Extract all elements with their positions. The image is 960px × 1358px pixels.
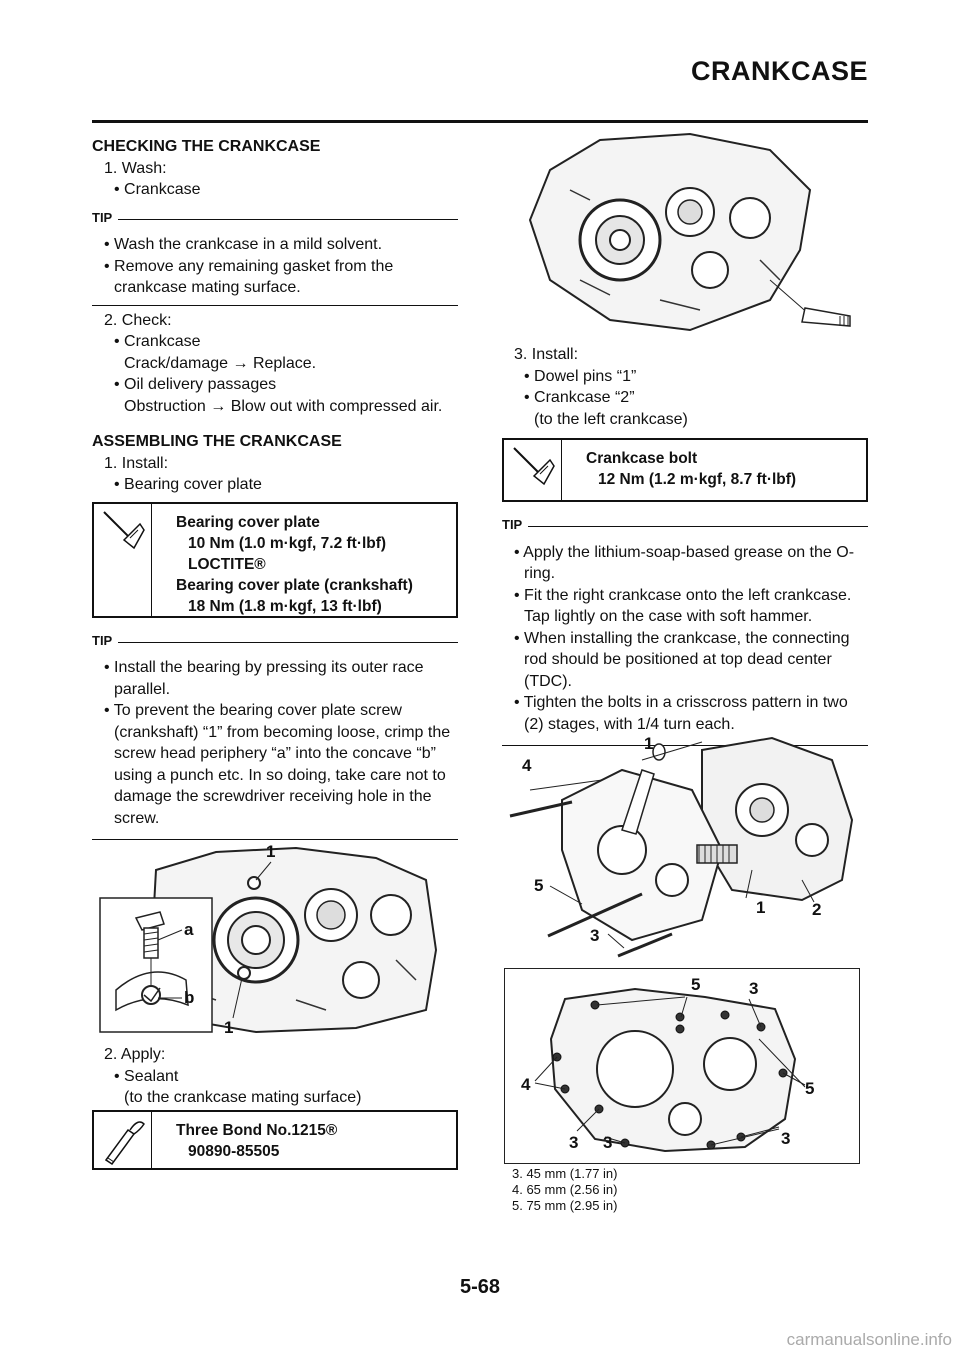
callout-label: 4 <box>522 756 532 775</box>
step-apply-label: 2. Apply: <box>104 1046 166 1063</box>
step-wash-label: 1. Wash: <box>104 159 167 177</box>
tip-label: TIP <box>92 209 113 225</box>
tip-item: • Tighten the bolts in a crisscross pattern in two (2) stages, with 1/4 turn each. <box>514 694 848 733</box>
spec-value: LOCTITE® <box>188 555 266 573</box>
callout-label: 3 <box>781 1129 791 1148</box>
spec-box-crankcase-bolt <box>502 438 868 502</box>
tip-label: TIP <box>502 517 523 532</box>
spec-value: 90890-85505 <box>188 1143 280 1160</box>
tip-header <box>502 514 868 536</box>
step-install-note: (to the left crankcase) <box>534 410 688 428</box>
tip-label: TIP <box>92 632 113 648</box>
step-apply-item: • Sealant <box>114 1067 179 1085</box>
spec-value: 18 Nm (1.8 m·kgf, 13 ft·lbf) <box>188 597 382 615</box>
right-column <box>502 344 868 746</box>
callout-label: 5 <box>691 975 701 994</box>
figure-bolt-pattern <box>504 968 860 1164</box>
step-wash-item: • Crankcase <box>114 181 201 198</box>
page-title: CRANKCASE <box>690 56 868 86</box>
tip-item: • When installing the crankcase, the connecting rod should be positioned at top dead center (TDC). <box>514 629 850 690</box>
legend-item: 4. 65 mm (2.56 in) <box>512 1182 618 1197</box>
tip-header <box>92 207 458 229</box>
figure-sealant-application <box>510 130 860 340</box>
step-check-item: • Oil delivery passages <box>114 376 277 393</box>
step-install-item: • Dowel pins “1” <box>524 367 637 385</box>
header-rule <box>92 120 868 123</box>
step-check-item: • Crankcase <box>114 333 201 350</box>
figure-crankcase-assembly <box>502 730 862 964</box>
tip-header <box>92 630 458 652</box>
checking-heading: CHECKING THE CRANKCASE <box>92 138 321 155</box>
assembling-heading: ASSEMBLING THE CRANKCASE <box>92 433 342 450</box>
tip-end-rule <box>92 305 458 306</box>
callout-label: 4 <box>521 1075 531 1094</box>
callout-label: 5 <box>805 1079 815 1098</box>
callout-label: 2 <box>812 900 822 919</box>
callout-label: b <box>184 988 195 1007</box>
step-check-note: Crack/damage → Replace. <box>124 354 317 372</box>
spec-name: Bearing cover plate (crankshaft) <box>176 576 413 594</box>
spec-value: 10 Nm (1.0 m·kgf, 7.2 ft·lbf) <box>188 534 387 552</box>
spec-value: 12 Nm (1.2 m·kgf, 8.7 ft·lbf) <box>598 471 797 488</box>
sealant-tool-icon <box>94 1112 152 1168</box>
callout-label: 3 <box>603 1133 613 1152</box>
torque-wrench-icon <box>94 504 152 616</box>
step-apply-note: (to the crankcase mating surface) <box>124 1089 362 1106</box>
tip-item: • Apply the lithium-soap-based grease on the O-ring. <box>514 543 855 582</box>
step-check-label: 2. Check: <box>104 311 172 329</box>
left-column-bottom <box>92 1044 458 1109</box>
figure-bearing-cover-plate <box>96 840 458 1040</box>
callout-label: 3 <box>590 926 600 945</box>
step-install-label: 3. Install: <box>514 346 579 363</box>
left-column <box>92 136 458 840</box>
callout-label: a <box>184 920 194 939</box>
torque-wrench-icon <box>504 440 562 500</box>
step-install-item: • Bearing cover plate <box>114 476 262 493</box>
spec-name: Bearing cover plate <box>176 513 320 531</box>
step-install-label: 1. Install: <box>104 454 169 472</box>
spec-name: Three Bond No.1215® <box>176 1122 338 1139</box>
tip-item: • Wash the crankcase in a mild solvent. <box>104 236 383 253</box>
step-install-item: • Crankcase “2” <box>524 389 635 406</box>
spec-name: Crankcase bolt <box>586 450 698 467</box>
watermark: carmanualsonline.info <box>786 1330 952 1349</box>
bolt-length-legend <box>512 1166 852 1214</box>
spec-box-sealant <box>92 1110 458 1170</box>
tip-item: • To prevent the bearing cover plate screw (crankshaft) “1” from becoming loose, crimp the screw head periphery “a” into the concave “b” using a punch etc. In so doing, take care not to damage the screwdriver receiving hole in the screw. <box>104 702 451 827</box>
spec-box-bearing <box>92 502 458 618</box>
callout-label: 3 <box>749 979 759 998</box>
legend-item: 5. 75 mm (2.95 in) <box>512 1198 618 1213</box>
callout-label: 1 <box>266 842 276 861</box>
tip-item: • Fit the right crankcase onto the left crankcase. Tap lightly on the case with soft hammer. <box>514 586 852 625</box>
step-check-note: Obstruction → Blow out with compressed air. <box>124 397 443 415</box>
callout-label: 1 <box>644 734 654 753</box>
tip-item: • Install the bearing by pressing its outer race parallel. <box>104 659 424 698</box>
legend-item: 3. 45 mm (1.77 in) <box>512 1166 618 1181</box>
callout-label: 3 <box>569 1133 579 1152</box>
tip-item: • Remove any remaining gasket from the crankcase mating surface. <box>104 257 394 296</box>
callout-label: 5 <box>534 876 544 895</box>
callout-label: 1 <box>224 1018 234 1037</box>
page-number: 5-68 <box>459 1276 501 1298</box>
callout-label: 1 <box>756 898 766 917</box>
